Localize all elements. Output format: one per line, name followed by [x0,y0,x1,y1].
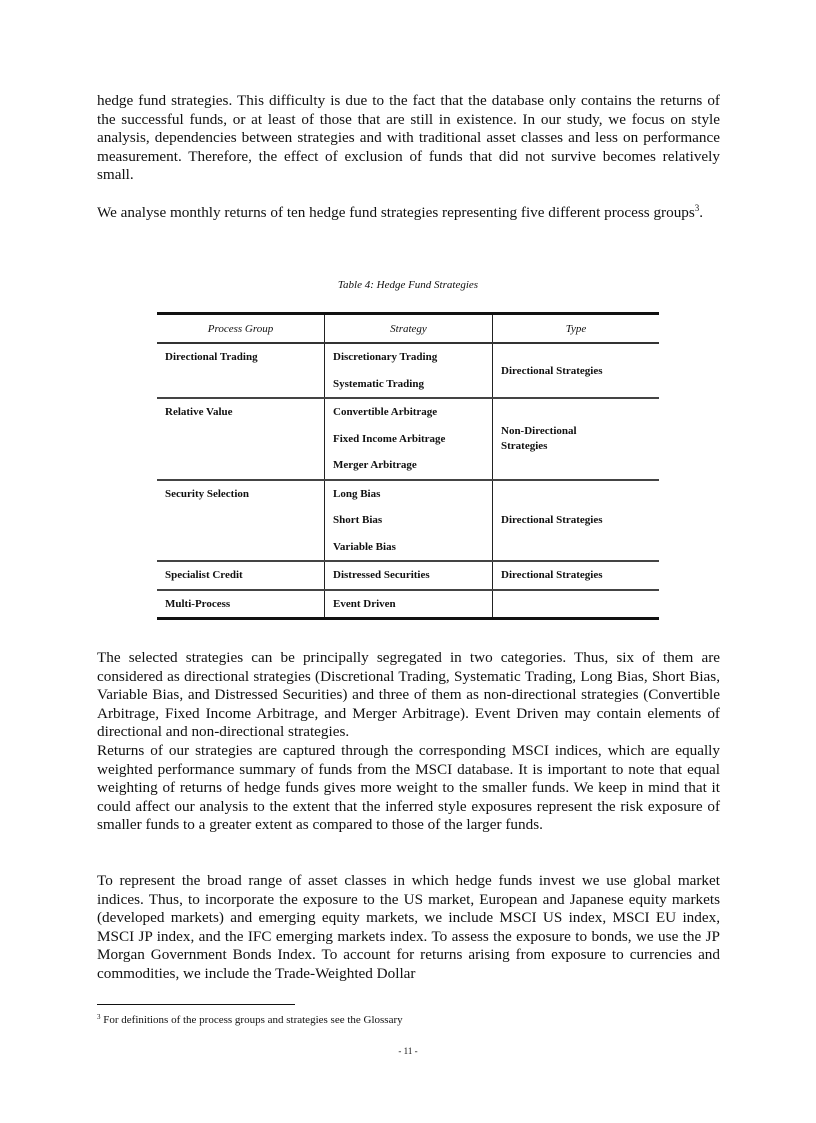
strategy: Event Driven [333,597,396,610]
header-strategy: Strategy [325,314,493,344]
paragraph-msci-indices: Returns of our strategies are captured through the corresponding MSCI indices, which are equally weighted performance summary of funds from the MSCI database. It is important to note that equal weighting of returns of hedge funds gives more weight to the smaller funds. We keep in mind that it could affect our analysis to the extent that the inferred style exposures represent the risk exposure of smaller funds to a greater extent as compared to those of the larger funds. [97,741,720,834]
cell-group: Directional Trading [157,343,325,398]
table-row [157,590,659,619]
cell-type: Directional Strategies [493,343,660,398]
cell-strategies [325,590,493,619]
strategy: Short Bias [333,514,383,526]
cell-strategies [325,480,493,562]
header-process-group: Process Group [157,314,325,344]
strategy: Discretionary Trading [333,351,438,363]
cell-type [493,590,660,619]
strategy: Fixed Income Arbitrage [333,432,446,445]
paragraph-text: We analyse monthly returns of ten hedge fund strategies representing five different process groups [97,204,695,221]
strategy: Systematic Trading [333,377,424,390]
footnote-text: For definitions of the process groups and strategies see the Glossary [100,1014,403,1026]
footnote-ref[interactable]: 3 [694,203,700,213]
cell-type: Non-Directional Strategies [493,398,660,480]
paragraph-asset-classes: To represent the broad range of asset classes in which hedge funds invest we use global market indices. Thus, to incorporate the exposure to the US market, European and Japanese equity markets (developed markets) and emerging equity markets, we include MSCI US index, MSCI EU index, MSCI JP index, and the IFC emerging markets index. To assess the exposure to bonds, we use the JP Morgan Government Bonds Index. To account for returns arising from exposure to currencies and commodities, we include the Trade-Weighted Dollar [97,872,720,982]
paragraph-categories: The selected strategies can be principally segregated in two categories. Thus, six of them are considered as directional strategies (Discretional Trading, Systematic Trading, Long Bias, Short Bias, Variable Bias, and Distressed Securities) and three of them as non-directional strategies (Convertible Arbitrage, Fixed Income Arbitrage, and Merger Arbitrage). Event Driven may contain elements of directional and non-directional strategies. [97,649,720,741]
table-row [157,480,659,562]
table-header-row [157,314,659,344]
strategies-table [157,312,659,620]
table-row [157,398,659,480]
cell-group: Relative Value [157,398,325,480]
strategy: Variable Bias [333,540,396,553]
cell-type: Directional Strategies [493,561,660,590]
footnote-number: 3 [97,1013,101,1021]
table-row [157,561,659,590]
paragraph-end: . [699,204,704,221]
page-number: - 11 - [398,1046,418,1056]
header-type: Type [493,314,660,344]
paragraph-survivorship: hedge fund strategies. This difficulty is due to the fact that the database only contains the returns of the successful funds, or at least of those that are still in existence. In our study, we focus on style analysis, dependencies between strategies and with traditional asset classes and less on performance measurement. Therefore, the effect of exclusion of funds that did not survive becomes relatively small. [97,92,720,184]
strategy: Merger Arbitrage [333,459,417,471]
strategy: Long Bias [333,487,381,500]
strategy: Distressed Securities [333,569,430,581]
footnote-divider [97,1004,295,1005]
paragraph-monthly-returns [97,204,720,223]
cell-group: Multi-Process [157,590,325,619]
cell-strategies [325,343,493,398]
strategy: Convertible Arbitrage [333,406,438,418]
table-caption: Table 4: Hedge Fund Strategies [337,279,479,291]
cell-strategies [325,561,493,590]
cell-strategies [325,398,493,480]
footnote [97,1014,403,1026]
cell-group: Security Selection [157,480,325,562]
cell-group: Specialist Credit [157,561,325,590]
table-row [157,343,659,398]
section-strategy-categories [97,649,720,835]
cell-type: Directional Strategies [493,480,660,562]
